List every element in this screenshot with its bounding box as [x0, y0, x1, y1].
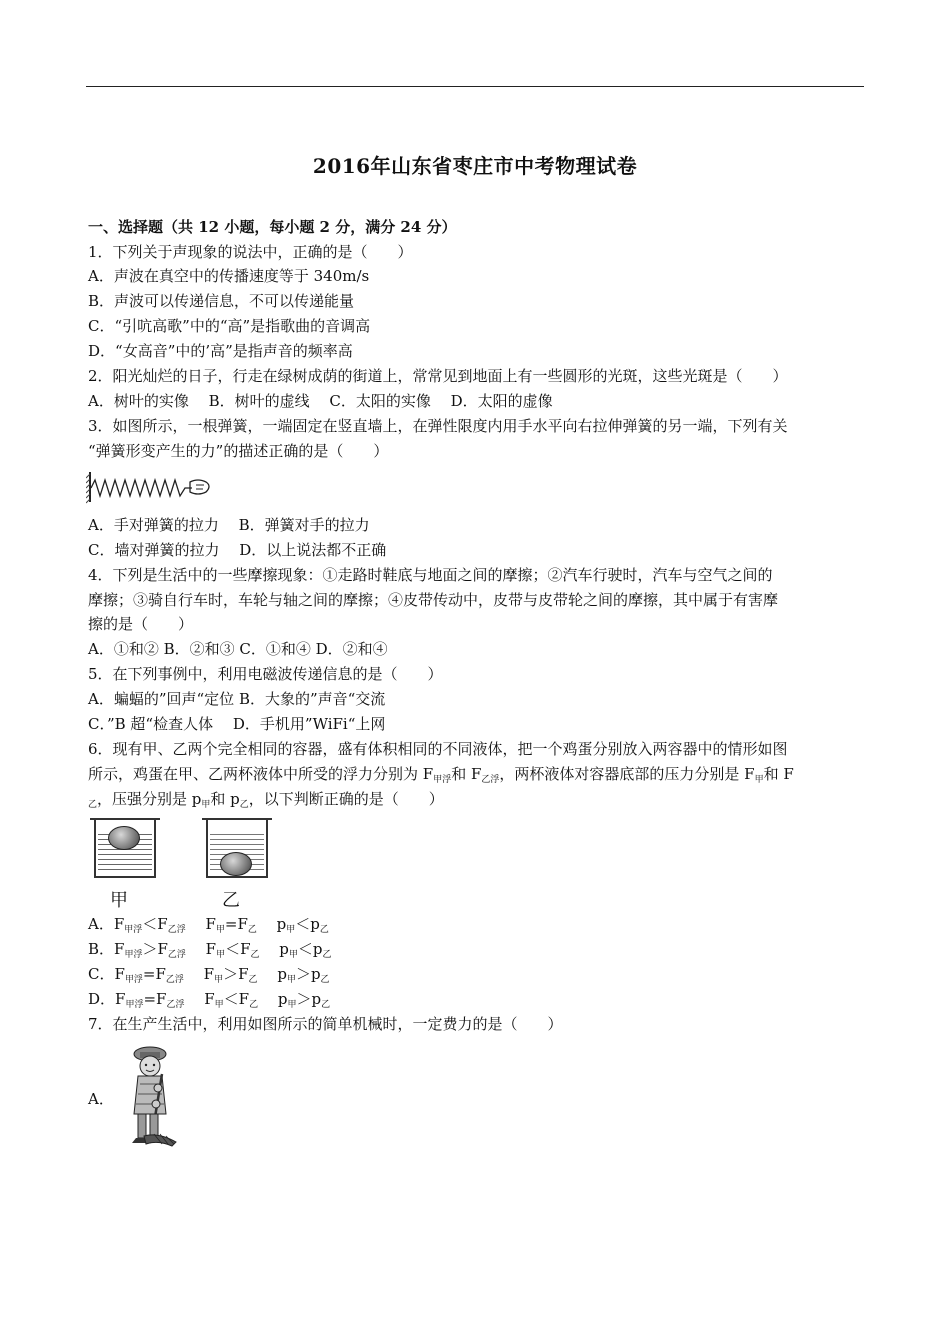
egg-yi — [220, 852, 252, 876]
top-rule — [86, 86, 864, 87]
q6-stem-2: 所示，鸡蛋在甲、乙两杯液体中所受的浮力分别为 $F_{甲浮}$和 $F_{乙浮}$，两杯液体对容器底部的压力分别是 $F_甲$和 F — [88, 765, 794, 785]
q6-stem-1: 6．现有甲、乙两个完全相同的容器，盛有体积相同的不同液体，把一个鸡蛋分别放入两容器中的情形如图 — [88, 740, 788, 758]
q5-stem: 5．在下列事例中，利用电磁波传递信息的是（ ） — [88, 665, 443, 683]
q7-stem: 7．在生产生活中，利用如图所示的简单机械时，一定费力的是（ ） — [88, 1015, 563, 1033]
q5-options-ab: A．蝙蝠的”回声“定位 B．大象的”声音“交流 — [88, 690, 386, 708]
q1-option-a: A．声波在真空中的传播速度等于 340m/s — [88, 267, 370, 285]
q6-option-c: C．$F_{甲浮}=F_{乙浮}$ $F_甲>F_乙$ $p_甲>p_乙$ — [88, 965, 330, 985]
q1-option-b: B．声波可以传递信息，不可以传递能量 — [88, 292, 355, 310]
q2-options: A．树叶的实像 B．树叶的虚线 C．太阳的实像 D．太阳的虚像 — [88, 392, 553, 410]
q4-stem-2: 摩擦；③骑自行车时，车轮与轴之间的摩擦；④皮带传动中，皮带与皮带轮之间的摩擦，其中属于有害摩 — [88, 591, 779, 609]
q6-option-b: B．$F_{甲浮}>F_{乙浮}$ $F_甲<F_乙$ $p_甲<p_乙$ — [88, 940, 332, 960]
q3-options-cd: C．墙对弹簧的拉力 D．以上说法都不正确 — [88, 541, 387, 559]
q6-stem-3: $_乙$，压强分别是 $p_甲$和 $p_乙$，以下判断正确的是（ ） — [88, 790, 444, 810]
q4-options: A．①和② B．②和③ C．①和④ D．②和④ — [88, 640, 388, 658]
q6-option-d: D．$F_{甲浮}=F_{乙浮}$ $F_甲<F_乙$ $p_甲>p_乙$ — [88, 990, 331, 1010]
q1-option-c: C．“引吭高歌”中的“高”是指歌曲的音调高 — [88, 317, 371, 335]
q1-option-d: D．“女高音”中的’高”是指声音的频率高 — [88, 342, 353, 360]
beaker-yi — [206, 820, 268, 878]
beaker-jia — [94, 820, 156, 878]
q3-stem-1: 3．如图所示，一根弹簧，一端固定在竖直墙上，在弹性限度内用手水平向右拉伸弹簧的另一端，下列有关 — [88, 417, 788, 435]
sweeper-figure — [118, 1044, 190, 1148]
q3-options-ab: A．手对弹簧的拉力 B．弹簧对手的拉力 — [88, 516, 370, 534]
label-yi: 乙 — [222, 890, 240, 911]
q3-stem-2: “弹簧形变产生的力”的描述正确的是（ ） — [88, 442, 389, 460]
egg-jia — [108, 826, 140, 850]
q4-stem-3: 擦的是（ ） — [88, 615, 194, 633]
q7-option-a: A． — [88, 1090, 114, 1108]
section-heading: 一、选择题（共 12 小题，每小题 2 分，满分 24 分） — [88, 218, 457, 236]
label-jia: 甲 — [110, 890, 128, 911]
beakers-figure — [88, 814, 268, 910]
q1-stem: 1．下列关于声现象的说法中，正确的是（ ） — [88, 243, 413, 261]
spring-figure — [86, 468, 216, 506]
q2-stem: 2．阳光灿烂的日子，行走在绿树成荫的街道上，常常见到地面上有一些圆形的光斑，这些光斑是（ ） — [88, 367, 788, 385]
q5-options-cd: C．”B 超“检查人体 D．手机用”WiFi“上网 — [88, 715, 386, 733]
page-title: 2016年山东省枣庄市中考物理试卷 — [312, 154, 638, 178]
q6-option-a: A．$F_{甲浮}<F_{乙浮}$ $F_甲=F_乙$ $p_甲<p_乙$ — [88, 915, 329, 935]
q4-stem-1: 4．下列是生活中的一些摩擦现象：①走路时鞋底与地面之间的摩擦；②汽车行驶时，汽车与空气之间的 — [88, 566, 773, 584]
